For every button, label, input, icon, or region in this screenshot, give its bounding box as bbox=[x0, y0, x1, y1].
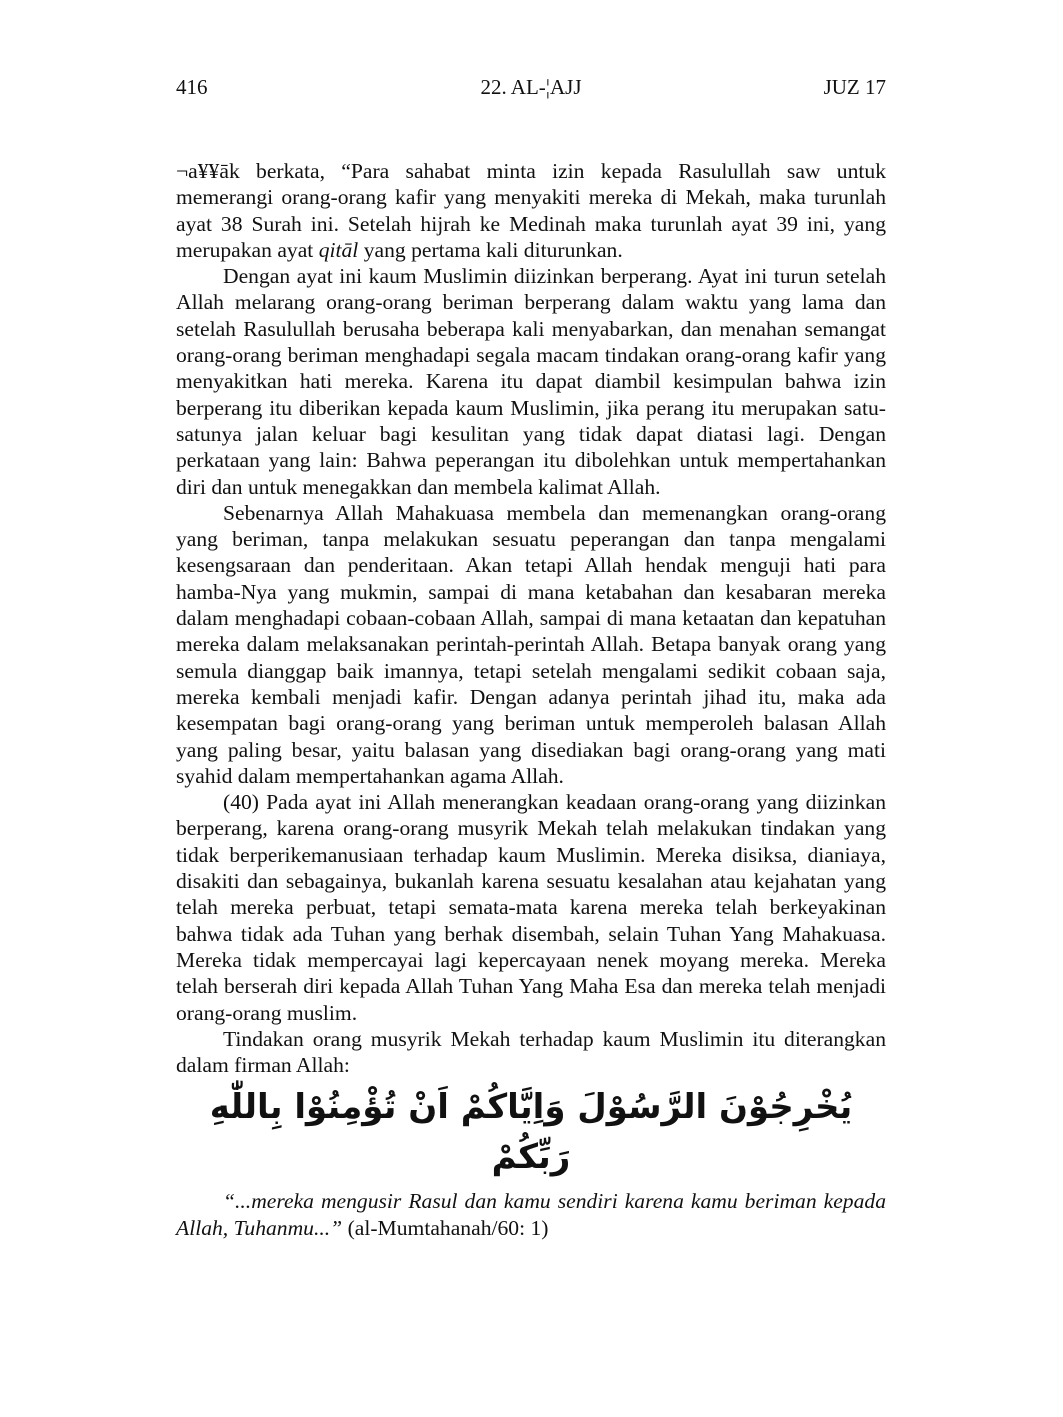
paragraph-2: Dengan ayat ini kaum Muslimin diizinkan berperang. Ayat ini turun setelah Allah melarang orang-orang beriman berperang dalam waktu yang lama dan setelah Rasulullah berusaha beberapa kali menyabarkan, dan menahan semangat orang-orang beriman menghadapi segala macam tindakan orang-orang kafir yang menyakitkan hati mereka. Karena itu dapat diambil kesimpulan bahwa izin berperang itu diberikan kepada kaum Muslimin, jika perang itu merupakan satu-satunya jalan keluar bagi kesulitan yang tidak dapat diatasi lagi. Dengan perkataan yang lain: Bahwa peperangan itu dibolehkan untuk mempertahankan diri dan untuk menegakkan dan membela kalimat Allah. bbox=[176, 264, 886, 499]
juz-label: JUZ 17 bbox=[823, 75, 886, 99]
paragraph-4: (40) Pada ayat ini Allah menerangkan keadaan orang-orang yang diizinkan berperang, karena orang-orang musyrik Mekah telah melakukan tindakan yang tidak berperikemanusiaan terhadap kaum Muslimin. Mereka disiksa, dianiaya, disakiti dan sebagainya, bukanlah karena sesuatu kesalahan atau kejahatan yang telah mereka perbuat, tetapi semata-mata karena mereka telah berkeyakinan bahwa tidak ada Tuhan yang berhak disembah, selain Tuhan Yang Mahakuasa. Mereka tidak mempercayai lagi kepercayaan nenek moyang mereka. Mereka telah berserah diri kepada Allah Tuhan Yang Maha Esa dan mereka telah menjadi orang-orang muslim. bbox=[176, 790, 886, 1025]
paragraph-1-text: ¬a¥¥āk berkata, “Para sahabat minta izin kepada Rasulullah saw untuk memerangi orang-orang kafir yang menyakiti mereka di Mekah, maka turunlah ayat 38 Surah ini. Setelah hijrah ke Medinah maka turunlah ayat 39 ini, yang merupakan ayat bbox=[176, 159, 886, 262]
paragraph-5: Tindakan orang musyrik Mekah terhadap kaum Muslimin itu diterangkan dalam firman Allah: bbox=[176, 1026, 886, 1078]
arabic-verse: يُخْرِجُوْنَ الرَّسُوْلَ وَاِيَّاكُمْ اَنْ تُؤْمِنُوْا بِاللّٰهِ رَبِّكُمْ bbox=[209, 1087, 853, 1178]
verse-translation bbox=[176, 1188, 886, 1241]
page-number: 416 bbox=[176, 75, 208, 99]
paragraph-3: Sebenarnya Allah Mahakuasa membela dan memenangkan orang-orang yang beriman, tanpa melakukan sesuatu peperangan dan tanpa mengalami kesengsaraan dan penderitaan. Akan tetapi Allah hendak menguji hati para hamba-Nya yang mukmin, sampai di mana ketabahan dan kesabaran mereka dalam menghadapi cobaan-cobaan Allah, sampai di mana ketaatan dan kepatuhan mereka dalam melaksanakan perintah-perintah Allah. Betapa banyak orang yang semula dianggap baik imannya, tetapi setelah mengalami sedikit cobaan saja, mereka kembali menjadi kafir. Dengan adanya perintah jihad itu, maka ada kesempatan bagi orang-orang yang beriman untuk memperoleh balasan Allah yang paling besar, yaitu balasan yang disediakan bagi orang-orang yang mati syahid dalam mempertahankan agama Allah. bbox=[176, 500, 886, 788]
paragraph-1 bbox=[176, 158, 886, 263]
verse-citation: (al-Mumtahanah/60: 1) bbox=[342, 1215, 549, 1240]
qital-term: qitāl bbox=[318, 237, 359, 262]
page-body bbox=[176, 158, 886, 1241]
paragraph-1-end: yang pertama kali diturunkan. bbox=[358, 237, 623, 262]
translation-text: “...mereka mengusir Rasul dan kamu sendiri karena kamu beriman kepada Allah, Tuhanmu...” bbox=[176, 1189, 886, 1240]
chapter-title: 22. AL-¦AJJ bbox=[480, 75, 582, 99]
